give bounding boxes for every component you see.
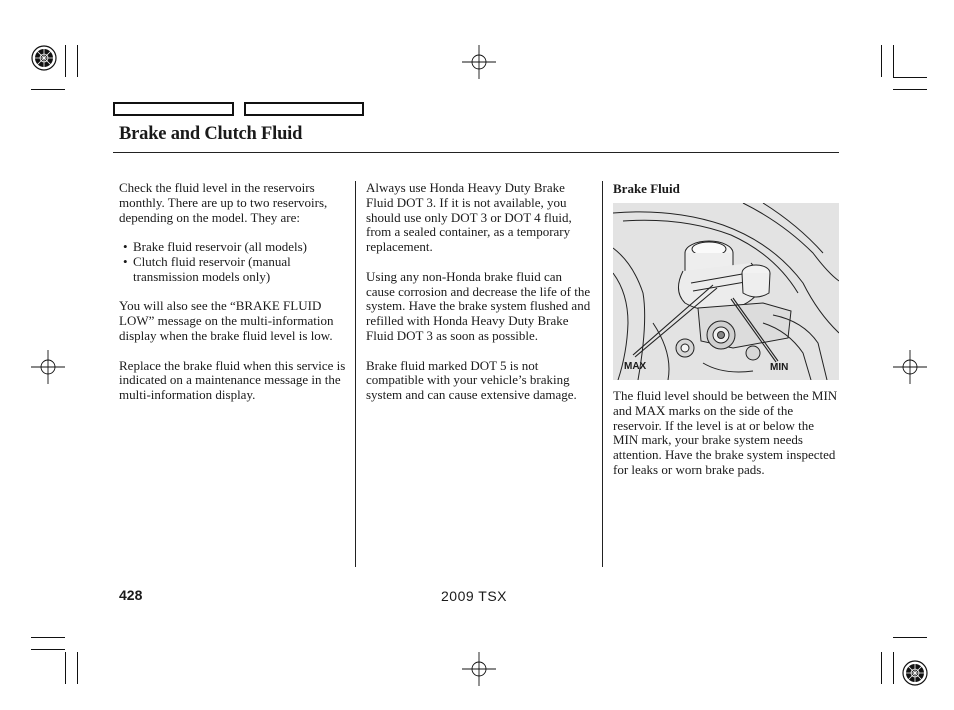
header-tab-box bbox=[113, 102, 234, 116]
crop-line bbox=[881, 652, 882, 684]
crop-line bbox=[893, 77, 927, 78]
list-item: • Brake fluid reservoir (all models) bbox=[119, 240, 347, 255]
crop-line bbox=[893, 637, 927, 638]
column-divider bbox=[355, 181, 356, 567]
list-item: • Clutch fluid reservoir (manual transmission models only) bbox=[119, 255, 347, 285]
crop-line bbox=[881, 45, 882, 77]
model-name: 2009 TSX bbox=[441, 588, 508, 604]
crop-line bbox=[77, 45, 78, 77]
crop-line bbox=[893, 89, 927, 90]
paragraph: The fluid level should be between the MIN and MAX marks on the side of the reservoir. If the level is at or below the MIN mark, your brake system needs attention. Have the brake system inspected for leaks or worn brake pads. bbox=[613, 388, 838, 477]
crop-line bbox=[65, 45, 66, 77]
paragraph: You will also see the “BRAKE FLUID LOW” message on the multi-information display when the brake fluid level is low. bbox=[119, 298, 334, 343]
max-label: MAX bbox=[624, 361, 647, 372]
crop-line bbox=[31, 649, 65, 650]
column-divider bbox=[602, 181, 603, 567]
registration-target-icon bbox=[901, 659, 929, 687]
crop-line bbox=[893, 45, 894, 77]
paragraph: Replace the brake fluid when this service is indicated on a maintenance message in the multi-information display. bbox=[119, 357, 346, 403]
column-1 bbox=[119, 181, 347, 418]
paragraph: Check the fluid level in the reservoirs monthly. There are up to two reservoirs, depending on the model. They are: bbox=[119, 180, 328, 225]
crosshair-icon bbox=[893, 350, 927, 384]
crosshair-icon bbox=[462, 45, 496, 79]
page-number: 428 bbox=[119, 587, 143, 603]
reservoir-list bbox=[119, 240, 347, 284]
crosshair-icon bbox=[31, 350, 65, 384]
crop-line bbox=[31, 89, 65, 90]
header-tab-box bbox=[244, 102, 364, 116]
crop-line bbox=[31, 637, 65, 638]
min-label: MIN bbox=[770, 362, 789, 373]
paragraph: Brake fluid marked DOT 5 is not compatible with your vehicle’s braking system and can cause extensive damage. bbox=[366, 357, 577, 403]
crosshair-icon bbox=[462, 652, 496, 686]
crop-line bbox=[893, 652, 894, 684]
page-title: Brake and Clutch Fluid bbox=[119, 124, 303, 144]
figure-title: Brake Fluid bbox=[613, 181, 680, 196]
paragraph: Always use Honda Heavy Duty Brake Fluid DOT 3. If it is not available, you should use only DOT 3 or DOT 4 fluid, from a sealed container, as a temporary replacement. bbox=[366, 180, 572, 255]
brake-fluid-reservoir-figure bbox=[613, 203, 839, 380]
crop-line bbox=[65, 652, 66, 684]
column-2 bbox=[366, 181, 594, 418]
column-3-text bbox=[613, 389, 841, 493]
paragraph: Using any non-Honda brake fluid can cause corrosion and decrease the life of the system. Have the brake system flushed and refilled with Honda Heavy Duty Brake Fluid DOT 3 as soon as possible. bbox=[366, 268, 591, 343]
brake-reservoir-illustration-icon bbox=[613, 203, 839, 380]
title-divider bbox=[113, 152, 839, 153]
crop-line bbox=[77, 652, 78, 684]
registration-target-icon bbox=[30, 44, 58, 72]
